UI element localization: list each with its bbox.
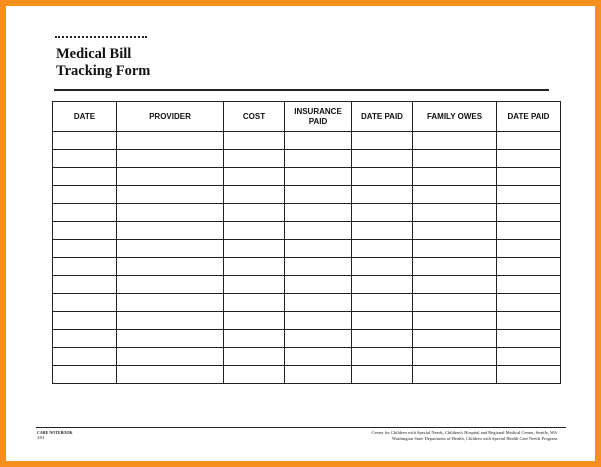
- table-row: [53, 348, 561, 366]
- cell-provider[interactable]: [117, 240, 224, 258]
- cell-family-owes[interactable]: [413, 150, 497, 168]
- cell-family-owes[interactable]: [413, 222, 497, 240]
- cell-date[interactable]: [53, 204, 117, 222]
- cell-insurance-paid[interactable]: [285, 276, 352, 294]
- cell-provider[interactable]: [117, 150, 224, 168]
- table-row: [53, 312, 561, 330]
- cell-date-paid-2[interactable]: [497, 366, 561, 384]
- cell-date[interactable]: [53, 294, 117, 312]
- header-insurance-paid: INSURANCE PAID: [285, 102, 352, 132]
- cell-insurance-paid[interactable]: [285, 150, 352, 168]
- cell-date-paid[interactable]: [352, 150, 413, 168]
- cell-date-paid[interactable]: [352, 312, 413, 330]
- cell-provider[interactable]: [117, 276, 224, 294]
- cell-date[interactable]: [53, 150, 117, 168]
- cell-cost[interactable]: [224, 132, 285, 150]
- cell-date-paid[interactable]: [352, 240, 413, 258]
- cell-cost[interactable]: [224, 168, 285, 186]
- cell-provider[interactable]: [117, 204, 224, 222]
- cell-cost[interactable]: [224, 312, 285, 330]
- table-row: [53, 258, 561, 276]
- cell-date-paid-2[interactable]: [497, 348, 561, 366]
- table-row: [53, 132, 561, 150]
- footer-credit-line-2: Washington State Department of Health, Children with Special Health Care Needs Program: [391, 435, 557, 441]
- cell-insurance-paid[interactable]: [285, 330, 352, 348]
- cell-date[interactable]: [53, 258, 117, 276]
- cell-family-owes[interactable]: [413, 276, 497, 294]
- cell-date-paid-2[interactable]: [497, 330, 561, 348]
- cell-date-paid[interactable]: [352, 204, 413, 222]
- cell-cost[interactable]: [224, 222, 285, 240]
- cell-insurance-paid[interactable]: [285, 132, 352, 150]
- footer-divider: [36, 427, 566, 428]
- cell-family-owes[interactable]: [413, 168, 497, 186]
- cell-date-paid-2[interactable]: [497, 150, 561, 168]
- cell-insurance-paid[interactable]: [285, 294, 352, 312]
- dotted-divider: [55, 36, 147, 38]
- cell-date-paid[interactable]: [352, 366, 413, 384]
- cell-date[interactable]: [53, 240, 117, 258]
- table-row: [53, 330, 561, 348]
- cell-family-owes[interactable]: [413, 258, 497, 276]
- cell-insurance-paid[interactable]: [285, 222, 352, 240]
- header-date: DATE: [53, 102, 117, 132]
- header-family-owes: FAMILY OWES: [413, 102, 497, 132]
- table-row: [53, 186, 561, 204]
- cell-date-paid-2[interactable]: [497, 312, 561, 330]
- cell-date[interactable]: [53, 168, 117, 186]
- footer-credit-line-1: Center for Children with Special Needs, Children's Hospital and Regional Medical Center, Seattle, WA: [371, 430, 557, 435]
- table-row: [53, 204, 561, 222]
- cell-family-owes[interactable]: [413, 312, 497, 330]
- cell-cost[interactable]: [224, 366, 285, 384]
- cell-family-owes[interactable]: [413, 204, 497, 222]
- cell-date-paid-2[interactable]: [497, 294, 561, 312]
- footer-notebook-label: CARE NOTEBOOK: [37, 430, 73, 435]
- tracking-table: [52, 101, 561, 384]
- form-title: [56, 46, 150, 80]
- cell-cost[interactable]: [224, 150, 285, 168]
- cell-date-paid-2[interactable]: [497, 276, 561, 294]
- cell-insurance-paid[interactable]: [285, 204, 352, 222]
- footer-left: [37, 430, 73, 440]
- cell-provider[interactable]: [117, 168, 224, 186]
- header-date-paid-2: DATE PAID: [497, 102, 561, 132]
- cell-date-paid-2[interactable]: [497, 186, 561, 204]
- cell-provider[interactable]: [117, 258, 224, 276]
- cell-date[interactable]: [53, 312, 117, 330]
- cell-cost[interactable]: [224, 330, 285, 348]
- cell-cost[interactable]: [224, 240, 285, 258]
- cell-cost[interactable]: [224, 348, 285, 366]
- table-row: [53, 366, 561, 384]
- cell-provider[interactable]: [117, 330, 224, 348]
- cell-provider[interactable]: [117, 186, 224, 204]
- table-body: [53, 132, 561, 384]
- cell-provider[interactable]: [117, 132, 224, 150]
- cell-date-paid[interactable]: [352, 276, 413, 294]
- cell-date-paid[interactable]: [352, 186, 413, 204]
- header-date-paid: DATE PAID: [352, 102, 413, 132]
- cell-insurance-paid[interactable]: [285, 258, 352, 276]
- cell-insurance-paid[interactable]: [285, 366, 352, 384]
- cell-date-paid-2[interactable]: [497, 132, 561, 150]
- cell-date[interactable]: [53, 366, 117, 384]
- cell-date[interactable]: [53, 222, 117, 240]
- cell-cost[interactable]: [224, 186, 285, 204]
- cell-date[interactable]: [53, 186, 117, 204]
- cell-family-owes[interactable]: [413, 348, 497, 366]
- cell-provider[interactable]: [117, 222, 224, 240]
- cell-date-paid-2[interactable]: [497, 258, 561, 276]
- cell-date-paid-2[interactable]: [497, 240, 561, 258]
- cell-family-owes[interactable]: [413, 366, 497, 384]
- cell-family-owes[interactable]: [413, 132, 497, 150]
- cell-cost[interactable]: [224, 258, 285, 276]
- form-page: [6, 6, 595, 461]
- cell-provider[interactable]: [117, 348, 224, 366]
- cell-insurance-paid[interactable]: [285, 348, 352, 366]
- cell-insurance-paid[interactable]: [285, 240, 352, 258]
- cell-date-paid[interactable]: [352, 294, 413, 312]
- title-divider: [54, 89, 549, 91]
- header-cost: COST: [224, 102, 285, 132]
- form-title-line-1: Medical Bill: [56, 46, 132, 62]
- table-row: [53, 168, 561, 186]
- cell-cost[interactable]: [224, 276, 285, 294]
- cell-date[interactable]: [53, 348, 117, 366]
- table-row: [53, 294, 561, 312]
- cell-date-paid[interactable]: [352, 222, 413, 240]
- cell-date-paid[interactable]: [352, 258, 413, 276]
- cell-insurance-paid[interactable]: [285, 186, 352, 204]
- cell-cost[interactable]: [224, 204, 285, 222]
- table-row: [53, 222, 561, 240]
- table-row: [53, 276, 561, 294]
- table-row: [53, 240, 561, 258]
- cell-date[interactable]: [53, 330, 117, 348]
- cell-insurance-paid[interactable]: [285, 168, 352, 186]
- cell-provider[interactable]: [117, 294, 224, 312]
- cell-date-paid[interactable]: [352, 168, 413, 186]
- table-header-row: [53, 102, 561, 132]
- cell-family-owes[interactable]: [413, 330, 497, 348]
- cell-date-paid[interactable]: [352, 132, 413, 150]
- cell-family-owes[interactable]: [413, 294, 497, 312]
- cell-insurance-paid[interactable]: [285, 312, 352, 330]
- cell-date-paid-2[interactable]: [497, 222, 561, 240]
- cell-cost[interactable]: [224, 294, 285, 312]
- table-row: [53, 150, 561, 168]
- cell-date[interactable]: [53, 276, 117, 294]
- cell-date[interactable]: [53, 132, 117, 150]
- cell-date-paid-2[interactable]: [497, 168, 561, 186]
- cell-date-paid[interactable]: [352, 348, 413, 366]
- cell-family-owes[interactable]: [413, 186, 497, 204]
- cell-family-owes[interactable]: [413, 240, 497, 258]
- cell-provider[interactable]: [117, 312, 224, 330]
- footer-right: [371, 430, 557, 441]
- form-title-line-2: Tracking Form: [56, 63, 151, 79]
- header-provider: PROVIDER: [117, 102, 224, 132]
- cell-date-paid-2[interactable]: [497, 204, 561, 222]
- footer-date: 3/04: [37, 435, 45, 440]
- cell-date-paid[interactable]: [352, 330, 413, 348]
- cell-provider[interactable]: [117, 366, 224, 384]
